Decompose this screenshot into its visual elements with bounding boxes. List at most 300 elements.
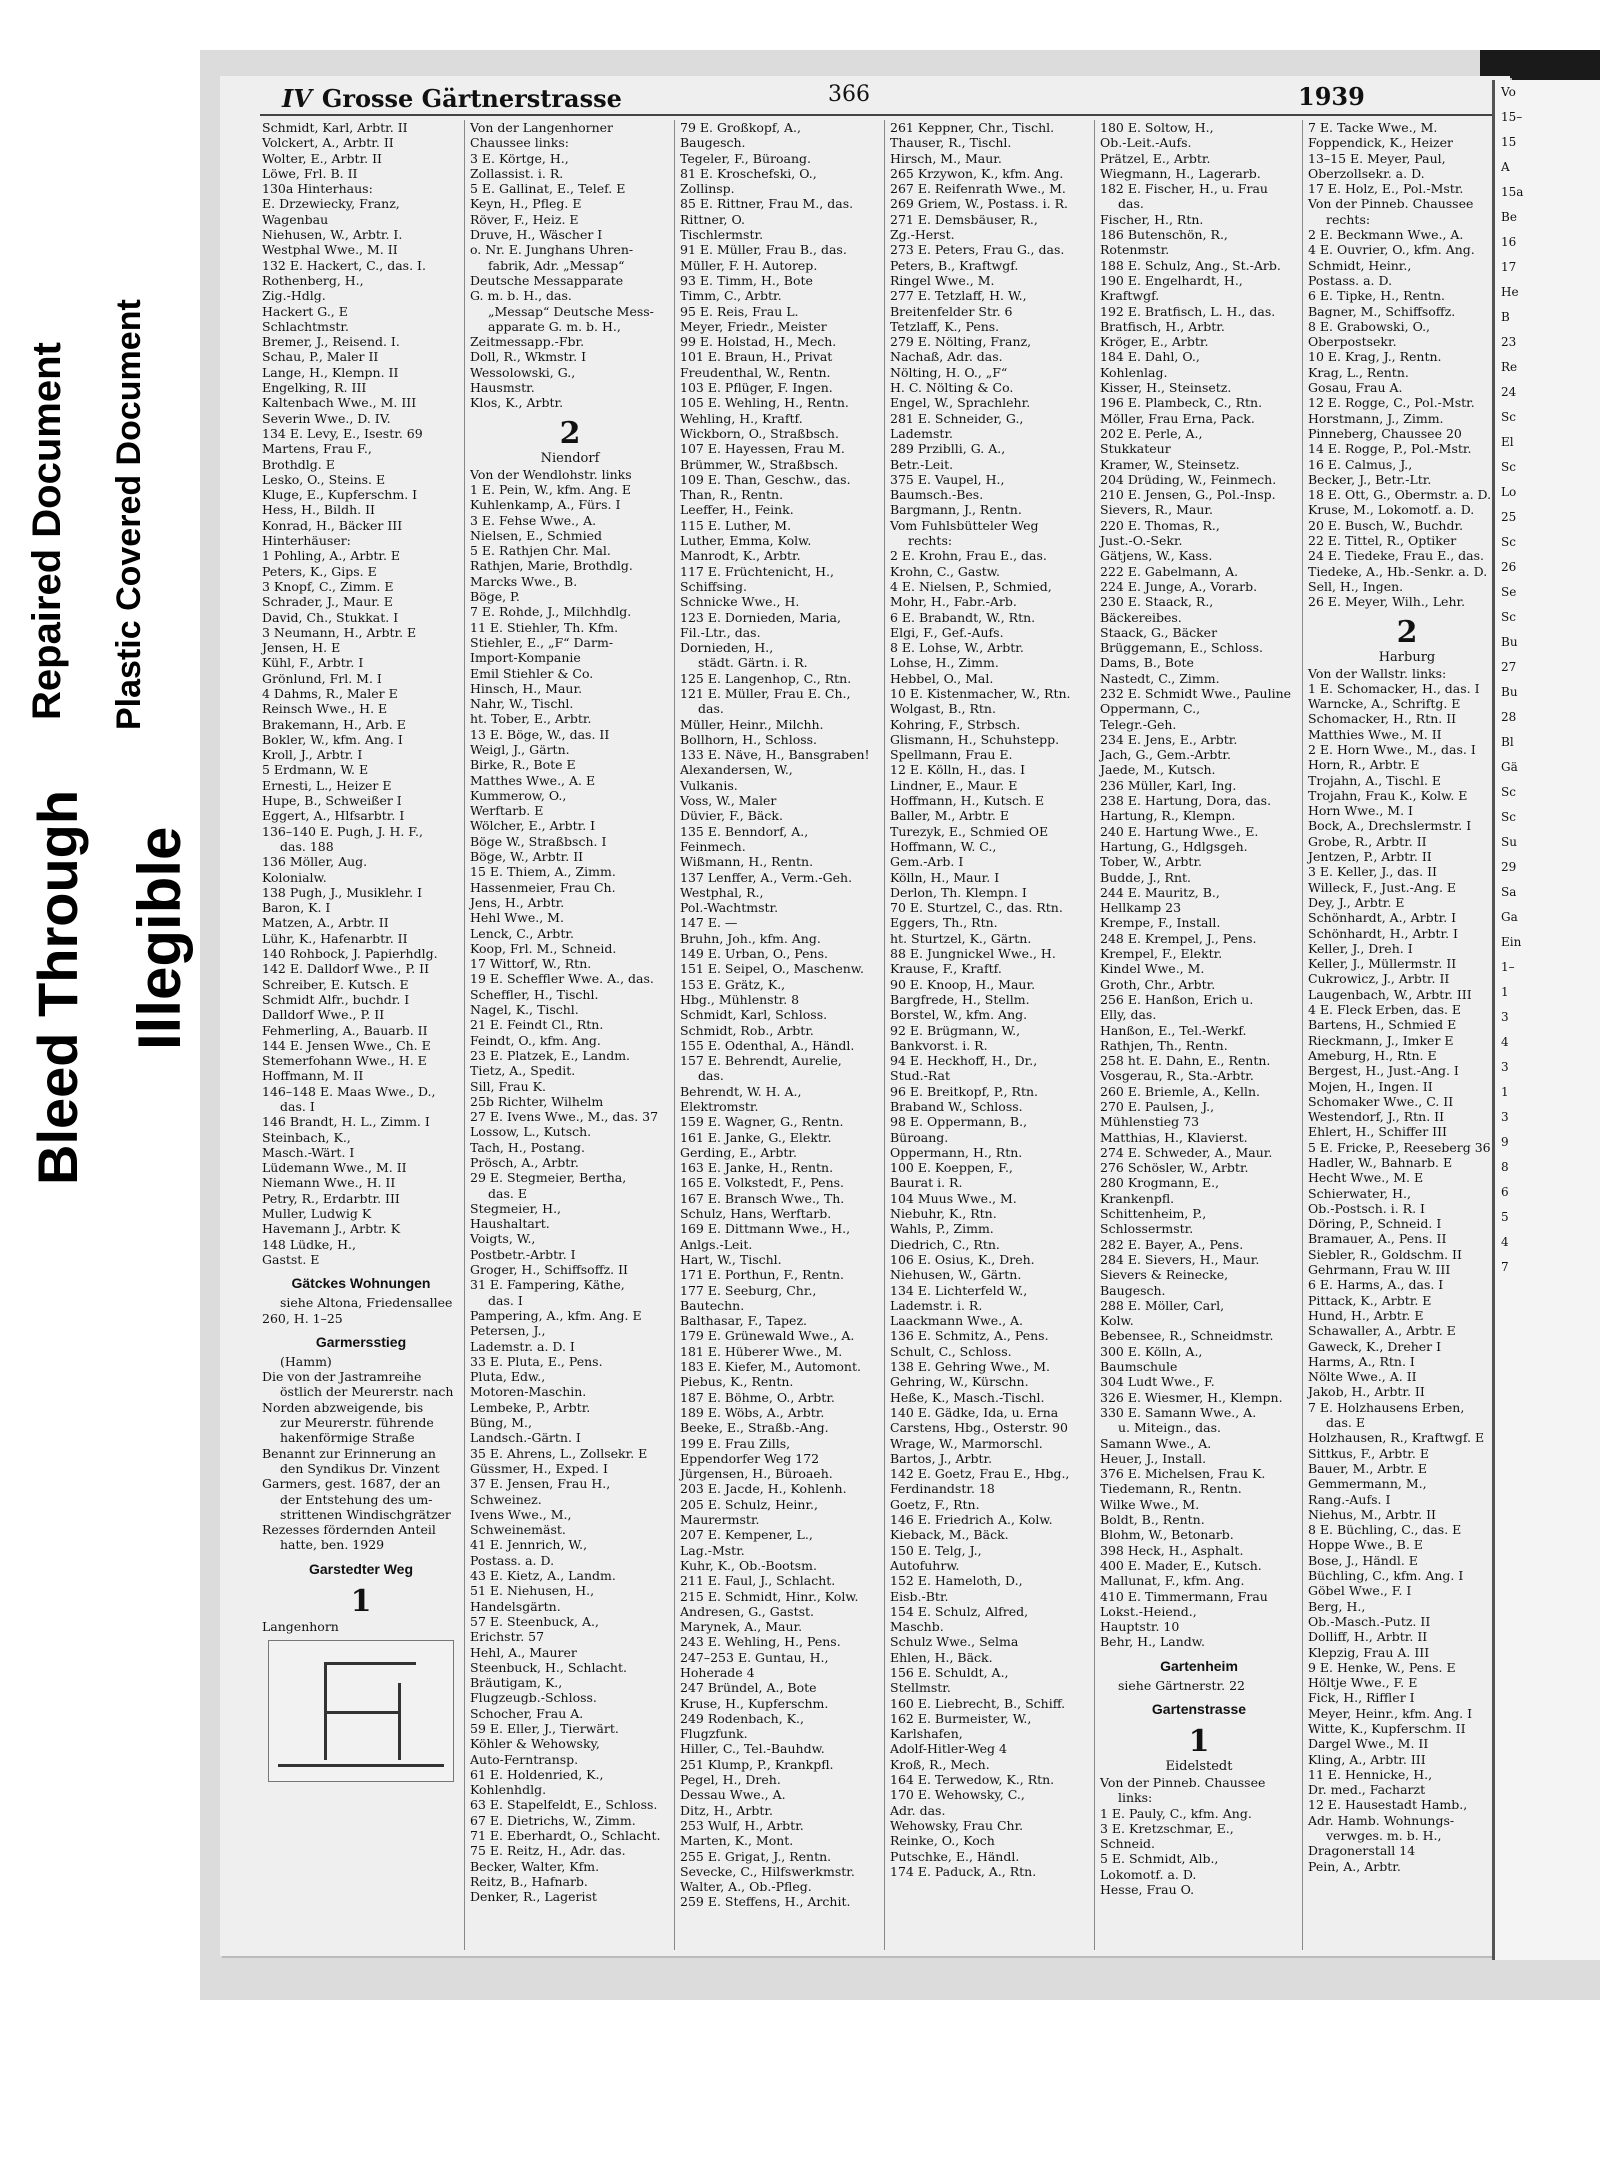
directory-entry: Rieckmann, J., Imker E [1308,1032,1454,1048]
directory-entry: Scheffler, H., Tischl. [470,986,599,1002]
directory-entry: 288 E. Möller, Carl, [1100,1297,1225,1313]
directory-entry: Keyn, H., Pfleg. E [470,196,582,212]
directory-entry: Masch.-Wärt. I [262,1144,355,1160]
directory-entry: 260, H. 1–25 [262,1310,343,1326]
directory-entry: Schulz, Hans, Werftarb. [680,1206,832,1222]
directory-entry: 183 E. Kiefer, M., Automont. [680,1359,861,1375]
directory-entry: Sievers & Reinecke, [1100,1267,1229,1283]
directory-entry: Rathjen, Th., Rentn. [1100,1037,1228,1053]
directory-entry: 277 E. Tetzlaff, H. W., [890,288,1027,304]
directory-entry: Ob.-Postsch. i. R. I [1308,1200,1425,1216]
adjacent-page-fragment: 9 [1501,1135,1509,1149]
directory-column-1 [258,120,465,1950]
directory-entry: 27 E. Ivens Wwe., M., das. 37 [470,1109,659,1125]
directory-entry: 207 E. Kempener, L., [680,1527,813,1543]
directory-entry: 63 E. Stapelfeldt, E., Schloss. [470,1797,658,1813]
directory-entry: Nölte Wwe., A. II [1308,1369,1417,1385]
directory-entry: 123 E. Dornieden, Maria, [680,609,841,625]
directory-entry: Baron, K. I [262,900,331,916]
directory-entry: Kölln, H., Maur. I [890,869,1000,885]
directory-entry: 146 E. Friedrich A., Kolw. [890,1512,1053,1528]
directory-entry: Die von der Jastramreihe [262,1369,422,1385]
directory-entry: u. Miteign., das. [1118,1420,1222,1436]
directory-entry: Emil Stiehler & Co. [470,665,594,681]
directory-entry: 179 E. Grünewald Wwe., A. [680,1328,855,1344]
directory-entry: Bautechn. [680,1297,745,1313]
directory-entry: Lenck, C., Arbtr. [470,925,574,941]
directory-entry: Witte, K., Kupferschm. II [1308,1720,1466,1736]
directory-entry: 152 E. Hameloth, D., [890,1573,1023,1589]
directory-entry: 125 E. Langenhop, C., Rtn. [680,670,852,686]
directory-entry: Gastst. E [262,1251,320,1267]
directory-entry: Sievers, R., Maur. [1100,502,1213,518]
directory-page [220,76,1510,1956]
district-numeral: IV [282,84,312,113]
directory-entry: 23 E. Platzek, E., Landm. [470,1047,631,1063]
directory-entry: Vosgerau, R., Sta.-Arbtr. [1100,1068,1254,1084]
directory-entry: Garmers, gest. 1687, der an [262,1476,441,1492]
directory-entry: Dolliff, H., Arbtr. II [1308,1629,1428,1645]
directory-entry: 51 E. Niehusen, H., [470,1583,595,1599]
directory-entry: Maschb. [890,1619,944,1635]
directory-entry: Martens, Frau F., [262,441,372,457]
adjacent-page-fragment: Lo [1501,485,1517,499]
directory-entry: 326 E. Wiesmer, H., Klempn. [1100,1389,1283,1405]
directory-entry: fabrik, Adr. „Messap“ [488,257,625,273]
directory-entry: 271 E. Demsbäuser, R., [890,211,1038,227]
directory-entry: Ob.-Masch.-Putz. II [1308,1613,1431,1629]
directory-entry: 259 E. Steffens, H., Archit. [680,1894,851,1910]
directory-entry: Lesko, O., Steins. E [262,471,386,487]
directory-entry: Schrader, J., Maur. E [262,594,393,610]
directory-entry: Jens, H., Arbtr. [470,894,565,910]
directory-entry: 240 E. Hartung Wwe., E. [1100,823,1259,839]
directory-entry: 37 E. Jensen, Frau H., [470,1476,611,1492]
directory-entry: Hehl, A., Maurer [470,1644,577,1660]
directory-entry: Von der Wallstr. links: [1308,665,1447,681]
directory-entry: Schittenheim, P., [1100,1206,1207,1222]
directory-entry: 258 ht. E. Dahn, E., Rentn. [1100,1053,1271,1069]
directory-columns [258,120,1510,1950]
directory-entry: 135 E. Benndorf, A., [680,823,809,839]
directory-entry: Bruhn, Joh., kfm. Ang. [680,930,821,946]
directory-entry: 99 E. Holstad, H., Mech. [680,334,837,350]
directory-entry: 230 E. Staack, R., [1100,594,1214,610]
directory-entry: 140 E. Gädke, Ida, u. Erna [890,1404,1059,1420]
directory-entry: Köhler & Wehowsky, [470,1736,600,1752]
district-name: Harburg [1378,649,1436,665]
directory-entry: Matzen, A., Arbtr. II [262,915,389,931]
directory-entry: Schomacker, H., Rtn. II [1308,711,1457,727]
directory-entry: 184 E. Dahl, O., [1100,349,1200,365]
directory-entry: Schawaller, A., Arbtr. E [1308,1323,1456,1339]
directory-entry: Erichstr. 57 [470,1629,545,1645]
district-number: 1 [350,1583,372,1619]
directory-entry: Jakob, H., Arbtr. II [1308,1384,1425,1400]
directory-entry: 155 E. Odenthal, A., Händl. [680,1037,855,1053]
directory-entry: 247 Bründel, A., Bote [680,1680,817,1696]
directory-entry: Tober, W., Arbtr. [1100,854,1203,870]
directory-entry: 12 E. Rogge, C., Pol.-Mstr. [1308,395,1475,411]
directory-entry: Ringel Wwe., M. [890,272,995,288]
directory-entry: 43 E. Kietz, A., Landm. [470,1568,616,1584]
directory-entry: 98 E. Oppermann, B., [890,1114,1028,1130]
directory-entry: 3 E. Körtge, H., [470,150,569,166]
directory-entry: 16 E. Calmus, J., [1308,456,1413,472]
district-number: 2 [1396,614,1418,650]
directory-entry: Schiffsing. [680,578,747,594]
directory-entry: Freudenthal, W., Rentn. [680,364,831,380]
directory-entry: 93 E. Timm, H., Bote [680,272,813,288]
directory-entry: 10 E. Krag, J., Rentn. [1308,349,1442,365]
directory-entry: 251 Klump, P., Krankpfl. [680,1756,834,1772]
directory-entry: Jach, G., Gem.-Arbtr. [1100,747,1231,763]
directory-entry: Kuhlenkamp, A., Fürs. I [470,497,621,513]
directory-entry: 330 E. Samann Wwe., A. [1100,1404,1257,1420]
directory-entry: 190 E. Engelhardt, H., [1100,272,1243,288]
directory-entry: Spellmann, Frau E. [890,747,1013,763]
directory-entry: Severin Wwe., D. IV. [262,410,391,426]
directory-entry: Dr. med., Facharzt [1308,1782,1426,1798]
adjacent-page-fragment: Bl [1501,735,1514,749]
directory-entry: 180 E. Soltow, H., [1100,120,1214,135]
directory-entry: E. Drzewiecky, Franz, [262,196,400,212]
directory-entry: David, Ch., Stukkat. I [262,609,399,625]
directory-entry: Schönhardt, A., Arbtr. I [1308,910,1457,926]
directory-entry: Adolf-Hitler-Weg 4 [890,1741,1007,1757]
directory-entry: 269 Griem, W., Postass. i. R. [890,196,1068,212]
directory-entry: 31 E. Fampering, Käthe, [470,1277,625,1293]
directory-entry: Petry, R., Erdarbtr. III [262,1190,400,1206]
directory-column-6 [1304,120,1510,1950]
directory-entry: Tischlermstr. [680,227,764,243]
adjacent-page-fragment: 6 [1501,1185,1509,1199]
directory-entry: Prätzel, E., Arbtr. [1100,150,1211,166]
directory-entry: Balthasar, F., Tapez. [680,1313,808,1329]
directory-entry: 71 E. Eberhardt, O., Schlacht. [470,1828,661,1844]
directory-entry: Hebbel, O., Mal. [890,670,994,686]
directory-entry: Boldt, B., Rentn. [1100,1512,1205,1528]
directory-entry: 29 E. Stegmeier, Bertha, [470,1170,627,1186]
directory-entry: Kröger, E., Arbtr. [1100,334,1209,350]
directory-entry: Nahr, W., Tischl. [470,696,574,712]
directory-entry: Eisb.-Btr. [890,1588,949,1604]
directory-entry: Stukkateur [1100,441,1171,457]
directory-entry: Hoppe Wwe., B. E [1308,1537,1423,1553]
directory-entry: Pegel, H., Dreh. [680,1772,781,1788]
scanned-page [200,50,1600,2000]
directory-entry: Engelking, R. III [262,380,367,396]
directory-entry: Doll, R., Wkmstr. I [470,349,587,365]
directory-entry: Bäckereibes. [1100,609,1182,625]
directory-entry: Schweinez. [470,1491,542,1507]
directory-entry: Diedrich, C., Rtn. [890,1236,1000,1252]
directory-entry: 96 E. Breitkopf, P., Rtn. [890,1083,1039,1099]
directory-entry: 121 E. Müller, Frau E. Ch., [680,685,851,701]
directory-entry: Klos, K., Arbtr. [470,395,564,411]
directory-entry: Hund, H., Arbtr. E [1308,1307,1424,1323]
directory-entry: Zollinsp. [680,181,735,197]
directory-entry: Von der Pinneb. Chaussee [1100,1774,1266,1790]
directory-entry: 25b Richter, Wilhelm [470,1093,604,1109]
directory-column-5 [1096,120,1303,1950]
directory-entry: Von der Wendlohstr. links [470,466,632,482]
directory-entry: 138 Pugh, J., Musiklehr. I [262,884,423,900]
directory-entry: rechts: [1326,211,1371,227]
directory-entry: Stemerfohann Wwe., H. E [262,1053,427,1069]
directory-entry: Tetzlaff, K., Pens. [890,318,1000,334]
directory-entry: Gerding, E., Arbtr. [680,1144,798,1160]
directory-entry: Eggert, A., Hlfsarbtr. I [262,808,405,824]
directory-entry: Krag, L., Rentn. [1308,364,1409,380]
adjacent-page-fragment: Sc [1501,410,1516,424]
directory-entry: Fehmerling, A., Bauarb. II [262,1022,428,1038]
directory-entry: 167 E. Bransch Wwe., Th. [680,1190,845,1206]
directory-entry: Rezesses fördernden Anteil [262,1522,436,1538]
directory-entry: Oppermann, H., Rtn. [890,1144,1023,1160]
directory-entry: Kluge, E., Kupferschm. I [262,487,418,503]
directory-entry: 136 E. Schmitz, A., Pens. [890,1328,1049,1344]
directory-entry: 132 E. Hackert, C., das. I. [262,257,426,273]
directory-entry: städt. Gärtn. i. R. [698,655,808,671]
directory-entry: Keller, J., Dreh. I [1308,940,1413,956]
directory-entry: Möller, Frau Erna, Pack. [1100,410,1255,426]
directory-entry: 6 E. Harms, A., das. I [1308,1277,1444,1293]
directory-entry: Borstel, W., kfm. Ang. [890,1007,1028,1023]
directory-entry: 157 E. Behrendt, Aurelie, [680,1053,842,1069]
directory-entry: 13–15 E. Meyer, Paul, [1308,150,1446,166]
directory-entry: Wolgast, B., Rtn. [890,701,996,717]
directory-entry: Niehusen, W., Arbtr. I. [262,227,403,243]
directory-entry: 375 E. Vaupel, H., [890,471,1005,487]
directory-entry: 109 E. Than, Geschw., das. [680,471,851,487]
directory-entry: Hoffmann, H., Kutsch. E [890,793,1045,809]
plastic-covered-label: Plastic Covered Document [110,299,148,730]
directory-entry: Just.-O.-Sekr. [1100,533,1183,549]
directory-entry: 181 E. Hüberer Wwe., M. [680,1343,843,1359]
directory-entry: 186 Butenschön, R., [1100,227,1228,243]
directory-entry: 6 E. Tipke, H., Rentn. [1308,288,1445,304]
directory-entry: hatte, ben. 1929 [280,1537,385,1553]
directory-entry: Schmidt, Karl, Arbtr. II [262,120,408,135]
directory-entry: 134 E. Lichterfeld W., [890,1282,1028,1298]
directory-entry: Tegeler, F., Büroang. [680,150,811,166]
directory-entry: Von der Pinneb. Chaussee [1308,196,1474,212]
street-map [268,1640,454,1782]
directory-entry: 144 E. Jensen Wwe., Ch. E [262,1037,431,1053]
directory-entry: Hausmstr. [470,380,535,396]
directory-entry: Lokst.-Heiend., [1100,1603,1197,1619]
directory-entry: Büchling, C., kfm. Ang. I [1308,1568,1464,1584]
directory-entry: Gehrmann, Frau W. III [1308,1262,1451,1278]
directory-entry: Wrage, W., Marmorschl. [890,1435,1043,1451]
directory-entry: Rotenmstr. [1100,242,1170,258]
adjacent-page-edge [1492,80,1600,1960]
directory-entry: Lindner, E., Maur. E [890,777,1018,793]
directory-entry: 281 E. Schneider, G., [890,410,1024,426]
directory-entry: Hauptstr. 10 [1100,1619,1180,1635]
directory-entry: Gosau, Frau A. [1308,380,1403,396]
directory-entry: 196 E. Plambeck, C., Rtn. [1100,395,1263,411]
directory-entry: 94 E. Heckhoff, H., Dr., [890,1053,1038,1069]
directory-entry: Postass. a. D. [470,1552,555,1568]
directory-entry: 165 E. Volkstedt, F., Pens. [680,1175,845,1191]
directory-entry: Oberpostsekr. [1308,334,1397,350]
directory-column-4 [886,120,1095,1950]
directory-entry: 8 E. Grabowski, O., [1308,318,1431,334]
adjacent-page-fragment: 27 [1501,660,1517,674]
directory-entry: Tiedeke, A., Hb.-Senkr. a. D. [1308,563,1488,579]
directory-entry: rechts: [908,533,953,549]
adjacent-page-fragment: Ga [1501,910,1518,924]
directory-entry: Benannt zur Erinnerung an [262,1445,436,1461]
directory-entry: 248 E. Krempel, J., Pens. [1100,930,1257,946]
directory-entry: Blohm, W., Betonarb. [1100,1527,1234,1543]
directory-entry: 280 Krogmann, E., [1100,1175,1220,1191]
directory-entry: Luther, Emma, Kolw. [680,533,812,549]
directory-entry: Oppermann, C., [1100,701,1201,717]
directory-entry: 8 E. Lohse, W., Arbtr. [890,640,1024,656]
directory-entry: 279 E. Nölting, Franz, [890,334,1032,350]
directory-entry: Krause, F., Kraftf. [890,961,1002,977]
adjacent-page-fragment: He [1501,285,1519,299]
directory-entry: Westphal Wwe., M. II [262,242,398,258]
page-header [220,76,1510,120]
directory-entry: Walter, A., Ob.-Pfleg. [680,1879,812,1895]
adjacent-page-fragment: Bu [1501,685,1518,699]
directory-entry: Behr, H., Landw. [1100,1634,1205,1650]
page-number: 366 [828,82,870,107]
directory-entry: das. E [1326,1415,1365,1431]
directory-entry: 4 E. Nielsen, P., Schmied, [890,578,1052,594]
directory-entry: 5 Erdmann, W. E [262,762,369,778]
directory-entry: Dargel Wwe., M. II [1308,1736,1429,1752]
directory-entry: 146 Brandt, H. L., Zimm. I [262,1114,430,1130]
header-rule [260,114,1510,116]
directory-entry: 10 E. Kistenmacher, W., Rtn. [890,685,1071,701]
directory-entry: Bräutigam, K., [470,1675,563,1691]
adjacent-page-fragment: 3 [1501,1110,1509,1124]
directory-entry: 88 E. Jungnickel Wwe., H. [890,946,1056,962]
directory-entry: Than, R., Rentn. [680,487,784,503]
section-heading: Garmersstieg [315,1333,407,1350]
directory-entry: 19 E. Scheffler Wwe. A., das. [470,971,654,987]
directory-entry: Hoffmann, M. II [262,1068,364,1084]
directory-entry: 2 E. Krohn, Frau E., das. [890,548,1047,564]
directory-entry: 91 E. Müller, Frau B., das. [680,242,847,258]
directory-entry: ht. Tober, E., Arbtr. [470,711,592,727]
directory-entry: Import-Kompanie [470,650,581,666]
directory-entry: das. [698,701,724,717]
directory-entry: Ernesti, L., Heizer E [262,777,392,793]
directory-entry: 236 Müller, Karl, Ing. [1100,777,1237,793]
directory-entry: 101 E. Braun, H., Privat [680,349,833,365]
adjacent-page-fragment: 16 [1501,235,1517,249]
directory-entry: 154 E. Schulz, Alfred, [890,1603,1029,1619]
directory-entry: Bock, A., Drechslermstr. I [1308,818,1472,834]
directory-entry: Fick, H., Riffler I [1308,1690,1415,1706]
directory-entry: Mühlenstieg 73 [1100,1114,1200,1130]
directory-entry: Pittack, K., Arbtr. E [1308,1292,1432,1308]
directory-entry: Volckert, A., Arbtr. II [262,135,394,151]
directory-entry: Lossow, L., Kutsch. [470,1124,592,1140]
directory-entry: 7 E. Rohde, J., Milchhdlg. [470,604,632,620]
directory-entry: zur Meurerstr. führende [280,1415,434,1431]
directory-entry: Hirsch, M., Maur. [890,150,1002,166]
directory-entry: Kruse, H., Kupferschm. [680,1695,829,1711]
directory-entry: Weigl, J., Gärtn. [470,741,570,757]
directory-entry: 4 E. Ouvrier, O., kfm. Ang. [1308,242,1475,258]
directory-entry: H. C. Nölting & Co. [890,380,1014,396]
directory-entry: Reitz, B., Hafnarb. [470,1873,588,1889]
directory-entry: 35 E. Ahrens, L., Zollsekr. E [470,1445,648,1461]
directory-entry: Kruse, M., Lokomotf. a. D. [1308,502,1475,518]
directory-column-2 [466,120,675,1950]
directory-entry: Gaweck, K., Dreher I [1308,1338,1442,1354]
adjacent-page-fragment: 25 [1501,510,1517,524]
directory-entry: Pampering, A., kfm. Ang. E [470,1307,642,1323]
directory-entry: Wißmann, H., Rentn. [680,854,814,870]
directory-entry: Bagner, M., Schiffsoffz. [1308,303,1456,319]
directory-entry: Bremer, J., Reisend. I. [262,334,400,350]
directory-entry: Keller, J., Müllermstr. II [1308,956,1457,972]
directory-entry: Müller, Heinr., Milchh. [680,716,824,732]
directory-entry: das. E [488,1185,527,1201]
adjacent-page-fragment: 1 [1501,985,1509,999]
directory-entry: 134 E. Levy, E., Isestr. 69 [262,425,423,441]
directory-entry: 284 E. Sievers, H., Maur. [1100,1251,1260,1267]
directory-entry: Zeitmessapp.-Fbr. [470,334,585,350]
directory-entry: Westendorf, J., Rtn. II [1308,1109,1445,1125]
directory-entry: Motoren-Maschin. [470,1384,587,1400]
directory-entry: Kroll, J., Arbtr. I [262,747,363,763]
directory-entry: Havemann J., Arbtr. K [262,1221,401,1237]
directory-entry: Müller, F. H. Autorep. [680,257,818,273]
directory-entry: Manrodt, K., Arbtr. [680,548,801,564]
directory-entry: Wolter, E., Arbtr. II [262,150,382,166]
directory-entry: Hanßon, E., Tel.-Werkf. [1100,1022,1247,1038]
directory-entry: Dornieden, H., [680,640,774,656]
directory-entry: Zig.-Hdlg. [262,288,326,304]
directory-entry: Kolw. [1100,1313,1134,1329]
directory-entry: Tach, H., Postang. [470,1139,585,1155]
directory-entry: Grobe, R., Arbtr. II [1308,833,1427,849]
directory-entry: Bose, J., Händl. E [1308,1552,1418,1568]
directory-entry: Reinsch Wwe., H. E [262,701,388,717]
directory-entry: Oberzollsekr. a. D. [1308,165,1425,181]
directory-entry: 3 Knopf, C., Zimm. E [262,578,394,594]
adjacent-page-fragment: 28 [1501,710,1517,724]
adjacent-page-fragment: Se [1501,585,1517,599]
adjacent-page-fragment: B [1501,310,1510,324]
directory-entry: G. m. b. H., das. [470,288,572,304]
directory-entry: Niehus, M., Arbtr. II [1308,1506,1436,1522]
directory-entry: 148 Lüdke, H., [262,1236,356,1252]
directory-entry: Stiehler, E., „F“ Darm- [470,634,614,650]
directory-entry: Matthies Wwe., M. II [1308,726,1442,742]
directory-entry: 211 E. Faul, J., Schlacht. [680,1573,836,1589]
directory-entry: Horstmann, J., Zimm. [1308,410,1444,426]
directory-entry: Braband W., Schloss. [890,1099,1023,1114]
directory-entry: Mojen, H., Ingen. II [1308,1078,1433,1094]
directory-entry: 2 E. Beckmann Wwe., A. [1308,227,1464,243]
directory-entry: Norden abzweigende, bis [262,1399,424,1415]
directory-entry: Baugesch. [1100,1282,1166,1298]
directory-entry: 261 Keppner, Chr., Tischl. [890,120,1055,135]
directory-entry: 5 E. Rathjen Chr. Mal. [470,543,611,559]
directory-entry: Ditz, H., Arbtr. [680,1802,773,1818]
district-number: 2 [559,415,581,451]
